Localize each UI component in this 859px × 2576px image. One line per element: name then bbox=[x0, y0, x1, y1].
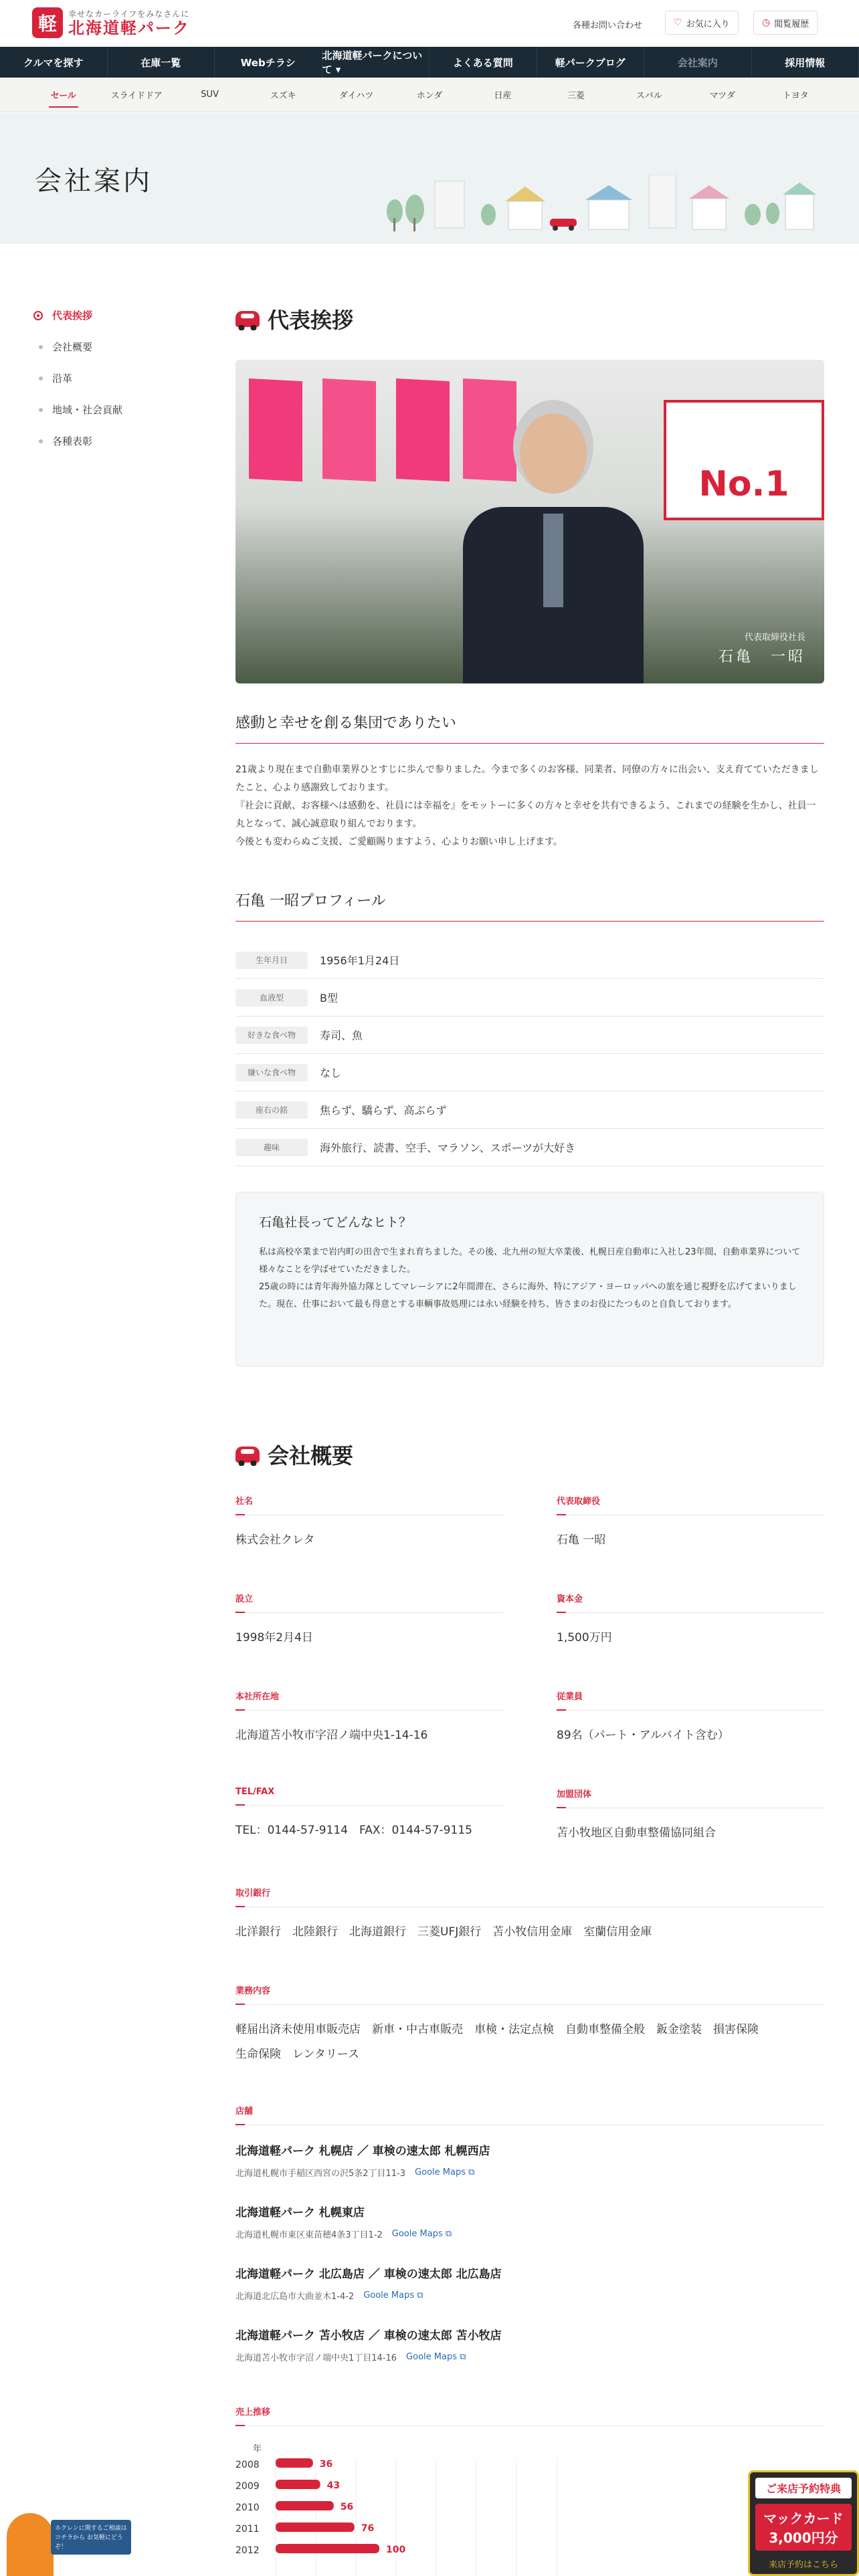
history-button[interactable] bbox=[753, 11, 818, 35]
profile-heading: 石亀 一昭プロフィール bbox=[235, 889, 824, 922]
chart-bar bbox=[276, 2501, 334, 2510]
site-logo[interactable] bbox=[32, 7, 190, 38]
field-value: 石亀 一昭 bbox=[557, 1533, 606, 1547]
sidebar bbox=[33, 300, 181, 457]
chart-category-label: 2010 bbox=[235, 2502, 260, 2513]
subnav-item-nissan[interactable]: 日産 bbox=[494, 91, 512, 101]
field-key: 社名 bbox=[235, 1497, 254, 1507]
field-value: 生命保険 レンタリース bbox=[235, 2048, 360, 2061]
map-link[interactable] bbox=[406, 2352, 466, 2362]
company-section-title bbox=[235, 1439, 353, 1470]
bullet-icon bbox=[39, 377, 43, 381]
profile-label: 血液型 bbox=[235, 989, 308, 1006]
shop-address-row bbox=[235, 2351, 824, 2363]
field-key: 店舗 bbox=[235, 2107, 254, 2117]
profile-row bbox=[235, 979, 824, 1016]
nav-item-company[interactable]: 会社案内 bbox=[644, 47, 752, 78]
callout-title: 石亀社長ってどんなヒト？ bbox=[259, 1215, 412, 1230]
nav-item-faq[interactable]: よくある質問 bbox=[430, 47, 537, 78]
greeting-section-title bbox=[235, 304, 353, 334]
sidebar-item-label: 地域・社会貢献 bbox=[52, 404, 123, 416]
callout-paragraph: 25歳の時には青年海外協力隊としてマレーシアに2年間滞在、さらに海外、特にアジア・ヨーロッパへの旅を通じ視野を広げてまいりました。現在、仕事において最も得意とする車輌事故処理には永い経験を持ち、皆さまのお役にたつものと自負しております。 bbox=[259, 1282, 797, 1309]
subnav-item-mitsubishi[interactable]: 三菱 bbox=[567, 91, 585, 101]
photo-bg-banner bbox=[322, 379, 376, 481]
shop-address: 北海道札幌市東区東苗穂4条3丁目1-2 bbox=[235, 2230, 383, 2240]
reservation-banner[interactable] bbox=[748, 2470, 859, 2576]
company-field-business bbox=[235, 1983, 824, 2061]
map-link[interactable] bbox=[415, 2167, 474, 2177]
nav-item-about[interactable]: 北海道軽パークについて ▾ bbox=[322, 47, 430, 78]
nav-item-blog[interactable]: 軽パークブログ bbox=[537, 47, 645, 78]
profile-table bbox=[235, 942, 824, 1166]
field-divider bbox=[235, 1612, 503, 1613]
map-link-label: Goole Maps bbox=[415, 2167, 466, 2177]
company-field-shops bbox=[235, 2104, 824, 2363]
map-link-label: Goole Maps bbox=[363, 2290, 415, 2300]
town-illustration bbox=[381, 175, 850, 235]
subnav-item-subaru[interactable]: スバル bbox=[636, 91, 662, 101]
profile-label: 生年月日 bbox=[235, 952, 308, 969]
shop-address-row bbox=[235, 2228, 824, 2240]
map-link[interactable] bbox=[363, 2290, 423, 2300]
field-value: TEL：0144-57-9114 FAX：0144-57-9115 bbox=[235, 1824, 472, 1837]
banner-line1: ご来店予約特典 bbox=[755, 2478, 852, 2498]
callout-paragraph: 私は高校卒業まで岩内町の田舎で生まれ育ちました。その後、北九州の短大卒業後、札幌日産自動車に入社し23年間、自動車業界について様々なことを学ばせていただきました。 bbox=[259, 1247, 801, 1275]
heart-icon: ♡ bbox=[674, 17, 682, 28]
photo-bg-sign: No.1 bbox=[664, 400, 824, 520]
chart-bar bbox=[276, 2523, 355, 2532]
shop-entry bbox=[235, 2264, 824, 2302]
greeting-heading: 感動と幸せを創る集団でありたい bbox=[235, 712, 824, 744]
shop-address: 北海道苫小牧市字沼ノ端中央1丁目14-16 bbox=[235, 2353, 397, 2363]
car-icon bbox=[235, 311, 260, 327]
contact-link[interactable]: 各種お問い合わせ bbox=[573, 21, 643, 31]
bullet-icon bbox=[39, 408, 43, 412]
chart-category-label: 2009 bbox=[235, 2481, 260, 2492]
field-key: 業務内容 bbox=[235, 1986, 271, 1996]
profile-row bbox=[235, 1091, 824, 1129]
active-bullet-icon bbox=[33, 311, 43, 320]
shop-address: 北海道札幌市手稲区西宮の沢5条2丁目11-3 bbox=[235, 2169, 406, 2179]
greeting-title: 代表挨拶 bbox=[268, 308, 354, 333]
subnav-item-daihatsu[interactable]: ダイハツ bbox=[339, 91, 374, 101]
sidebar-item-label: 代表挨拶 bbox=[52, 310, 93, 322]
nav-item-search[interactable]: クルマを探す bbox=[0, 47, 108, 78]
subnav-item-toyota[interactable]: トヨタ bbox=[782, 91, 809, 101]
profile-callout bbox=[235, 1192, 824, 1367]
chart-bar bbox=[276, 2544, 379, 2553]
field-value: 1998年2月4日 bbox=[235, 1631, 313, 1644]
shop-name: 北海道軽パーク 札幌店 ／ 車検の速太郎 札幌西店 bbox=[235, 2145, 490, 2158]
shop-entry bbox=[235, 2326, 824, 2363]
field-value: 北洋銀行 北陸銀行 北海道銀行 三菱UFJ銀行 苫小牧信用金庫 室蘭信用金庫 bbox=[235, 1925, 652, 1939]
profile-label: 趣味 bbox=[235, 1139, 308, 1156]
profile-value: 1956年1月24日 bbox=[320, 954, 400, 967]
subnav-item-suzuki[interactable]: スズキ bbox=[270, 91, 296, 101]
photo-caption bbox=[719, 630, 805, 666]
external-link-icon: ⧉ bbox=[460, 2352, 466, 2362]
photo-bg-banner bbox=[396, 379, 450, 481]
field-key: 代表取締役 bbox=[557, 1497, 601, 1507]
shop-address: 北海道北広島市大曲並木1-4-2 bbox=[235, 2292, 355, 2302]
field-value: 株式会社クレタ bbox=[235, 1533, 315, 1547]
chart-bars bbox=[235, 2458, 405, 2556]
nav-item-flyer[interactable]: Webチラシ bbox=[215, 47, 322, 78]
greeting-body bbox=[235, 761, 824, 851]
subnav-item-mazda[interactable]: マツダ bbox=[709, 91, 736, 101]
sidebar-item-history[interactable] bbox=[33, 362, 181, 394]
field-divider bbox=[557, 1710, 824, 1711]
page-hero bbox=[0, 113, 859, 244]
field-value: 89名（パート・アルバイト含む） bbox=[557, 1729, 729, 1742]
profile-value: なし bbox=[320, 1067, 342, 1079]
profile-label: 嫌いな食べ物 bbox=[235, 1064, 308, 1081]
company-field bbox=[557, 1689, 824, 1742]
profile-row bbox=[235, 942, 824, 979]
field-key: 取引銀行 bbox=[235, 1889, 271, 1899]
logo-mark: 軽 bbox=[32, 7, 63, 38]
chart-category-label: 2012 bbox=[235, 2545, 260, 2556]
field-value: 1,500万円 bbox=[557, 1631, 612, 1644]
profile-row bbox=[235, 1129, 824, 1166]
president-photo bbox=[235, 360, 824, 683]
chat-widget[interactable] bbox=[0, 2513, 134, 2576]
profile-value: 寿司、魚 bbox=[320, 1029, 363, 1042]
president-head bbox=[520, 413, 587, 494]
logo-tagline: 幸せなカーライフをみなさんに bbox=[68, 9, 190, 19]
chat-avatar bbox=[7, 2513, 54, 2576]
chart-bar bbox=[276, 2458, 313, 2468]
field-key: TEL/FAX bbox=[235, 1787, 275, 1797]
greeting-paragraph: 『社会に貢献、お客様へは感動を、社員には幸福を』をモットーに多くの方々と幸せを共有できるよう、これまでの経験を生かし、社員一丸となって、誠心誠意取り組んでおります。 bbox=[235, 800, 816, 829]
shop-name: 北海道軽パーク 苫小牧店 ／ 車検の速太郎 苫小牧店 bbox=[235, 2329, 502, 2343]
subnav-item-honda[interactable]: ホンダ bbox=[416, 91, 443, 101]
subnav-item-suv[interactable]: SUV bbox=[201, 90, 219, 100]
chart-axis-label: 年 bbox=[253, 2444, 262, 2454]
chart-value-label: 36 bbox=[319, 2459, 333, 2470]
map-link[interactable] bbox=[392, 2229, 452, 2239]
banner-line2: マックカード 3,000円分 bbox=[755, 2504, 852, 2551]
field-key: 加盟団体 bbox=[557, 1790, 592, 1800]
chat-bubble: ホクレンに関するご相談はコチラから お気軽にどうぞ！ bbox=[51, 2520, 131, 2555]
company-field bbox=[235, 1592, 503, 1644]
field-key: 設立 bbox=[235, 1594, 254, 1604]
field-key: 本社所在地 bbox=[235, 1692, 280, 1702]
profile-row bbox=[235, 1016, 824, 1054]
shop-address-row bbox=[235, 2289, 824, 2302]
nav-item-recruit[interactable]: 採用情報 bbox=[752, 47, 859, 78]
sidebar-item-community[interactable] bbox=[33, 394, 181, 425]
shop-address-row bbox=[235, 2166, 824, 2179]
chart-grid bbox=[276, 2458, 557, 2576]
external-link-icon: ⧉ bbox=[417, 2290, 423, 2300]
history-label: 閲覧履歴 bbox=[774, 19, 809, 29]
greeting-paragraph: 21歳より現在まで自動車業界ひとすじに歩んで参りました。今まで多くのお客様、同業者、同僚の方々に出会い、支え育てていただきましたこと、心より感謝致しております。 bbox=[235, 764, 819, 793]
field-value: 軽届出済未使用車販売店 新車・中古車販売 車検・法定点検 自動車整備全般 鈑金塗装 損害保険 bbox=[235, 2023, 759, 2036]
banner-line3: 来店予約はこちら bbox=[768, 2560, 838, 2570]
field-key: 売上推移 bbox=[235, 2407, 271, 2418]
caption-role: 代表取締役社長 bbox=[744, 633, 805, 643]
bullet-icon bbox=[39, 345, 43, 349]
favorites-button[interactable] bbox=[665, 11, 739, 35]
external-link-icon: ⧉ bbox=[445, 2229, 452, 2239]
shop-entry bbox=[235, 2203, 824, 2240]
chart-value-label: 56 bbox=[340, 2502, 354, 2512]
company-title: 会社概要 bbox=[268, 1443, 354, 1469]
logo-name: 北海道軽パーク bbox=[68, 19, 190, 38]
external-link-icon: ⧉ bbox=[468, 2167, 475, 2177]
chart-value-label: 43 bbox=[326, 2480, 341, 2491]
field-divider bbox=[235, 1710, 503, 1711]
field-key: 従業員 bbox=[557, 1692, 583, 1702]
field-key: 資本金 bbox=[557, 1594, 583, 1604]
company-field bbox=[235, 1787, 503, 1837]
profile-label: 好きな食べ物 bbox=[235, 1027, 308, 1044]
map-link-label: Goole Maps bbox=[391, 2229, 443, 2239]
sidebar-item-label: 沿革 bbox=[52, 372, 73, 385]
subnav-item-sale[interactable]: セール bbox=[27, 78, 100, 112]
company-field bbox=[557, 1494, 824, 1547]
photo-bg-banner bbox=[249, 379, 302, 481]
chart-value-label: 76 bbox=[361, 2523, 375, 2534]
site-header bbox=[0, 0, 859, 47]
company-field-sales bbox=[235, 2405, 824, 2426]
caption-name: 石亀 一昭 bbox=[718, 649, 805, 665]
sales-chart bbox=[235, 2434, 824, 2576]
greeting-paragraph: 今後とも変わらぬご支援、ご愛顧賜りますよう、心よりお願い申し上げます。 bbox=[235, 837, 563, 847]
chart-bar bbox=[276, 2480, 320, 2489]
main-nav bbox=[0, 47, 859, 78]
sidebar-item-overview[interactable] bbox=[33, 331, 181, 362]
field-value: 苫小牧地区自動車整備協同組合 bbox=[557, 1826, 716, 1840]
profile-row bbox=[235, 1054, 824, 1091]
field-divider bbox=[557, 1612, 824, 1613]
sidebar-item-label: 各種表彰 bbox=[52, 435, 93, 447]
sidebar-item-label: 会社概要 bbox=[52, 341, 93, 353]
sidebar-item-greeting[interactable] bbox=[33, 300, 181, 331]
company-field bbox=[235, 1494, 503, 1547]
field-divider bbox=[235, 2004, 824, 2005]
profile-value: 焦らず、驕らず、高ぶらず bbox=[320, 1104, 447, 1117]
company-field-banks bbox=[235, 1886, 824, 1939]
field-value: 北海道苫小牧市字沼ノ端中央1-14-16 bbox=[235, 1729, 428, 1742]
clock-icon: ◷ bbox=[762, 17, 771, 28]
sub-nav bbox=[0, 78, 859, 112]
profile-value: 海外旅行、読書、空手、マラソン、スポーツが大好き bbox=[320, 1142, 576, 1154]
nav-item-stock[interactable]: 在庫一覧 bbox=[108, 47, 215, 78]
map-link-label: Goole Maps bbox=[406, 2352, 457, 2362]
profile-value: B型 bbox=[320, 992, 338, 1004]
shop-name: 北海道軽パーク 札幌東店 bbox=[235, 2206, 365, 2220]
subnav-item-slidedoor[interactable]: スライドドア bbox=[110, 91, 163, 101]
president-tie bbox=[543, 514, 563, 607]
chart-category-label: 2011 bbox=[235, 2524, 260, 2535]
bullet-icon bbox=[39, 439, 43, 443]
page-title: 会社案内 bbox=[35, 166, 153, 197]
chart-value-label: 100 bbox=[386, 2545, 406, 2555]
company-field bbox=[557, 1592, 824, 1644]
company-field bbox=[557, 1787, 824, 1840]
president-figure bbox=[450, 413, 650, 683]
company-field bbox=[235, 1689, 503, 1742]
favorites-label: お気に入り bbox=[686, 19, 730, 29]
profile-label: 座右の銘 bbox=[235, 1101, 308, 1119]
car-icon bbox=[235, 1446, 260, 1463]
shop-entry bbox=[235, 2141, 824, 2179]
chart-category-label: 2008 bbox=[235, 2460, 260, 2470]
field-divider bbox=[235, 1805, 503, 1806]
shop-name: 北海道軽パーク 北広島店 ／ 車検の速太郎 北広島店 bbox=[235, 2268, 502, 2281]
sidebar-item-awards[interactable] bbox=[33, 425, 181, 457]
